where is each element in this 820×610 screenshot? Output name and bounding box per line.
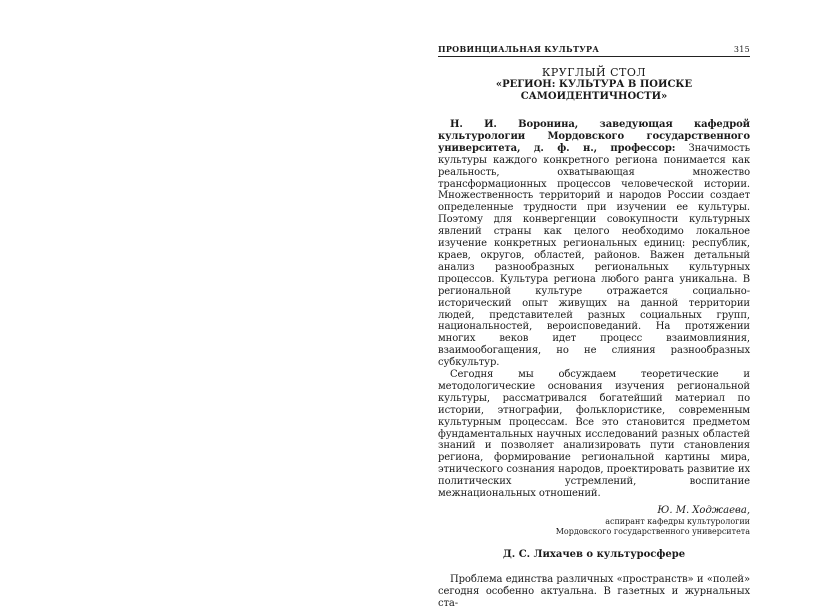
- lead-text: Значимость культуры каждого конкретного региона понимается как реальность, охватывающая множество трансформационных процессов человеческой истории. Множественность территорий и народов России создает определенные трудности при изучении ее культуры. Поэтому для конвергенции совокупности культурных явлений страны как целого необходимо локальное изучение конкретных региональных единиц: республик, краев, округов, областей, районов. Важен детальный анализ разнообразных региональных культурных процессов. Культура региона любого ранга уникальна. В региональной культуре отражается социально-исторический опыт живущих на данной территории людей, представителей разных социальных групп, национальностей, вероисповеданий. На протяжении многих веков идет процесс взаимовлияния, взаимообогащения, но не слияния разнообразных субкультур.: [438, 142, 750, 369]
- paragraph-2: Сегодня мы обсуждаем теоретические и методологические основания изучения региональной культуры, рассматривался богатейший материал по истории, этнографии, фольклористике, современным культурным процессам. Все это становится предметом фундаментальных научных исследований разных областей знаний и позволяет анализировать пути становления региона, формирование региональной картины мира, этнического сознания народов, проектировать развитие их политических устремлений, воспитание межнациональных отношений.: [438, 369, 750, 500]
- running-header: [438, 44, 750, 57]
- lead-author: Н. И. Воронина, заведующая кафедрой культурологии Мордовского государственного университета, д. ф. н., профессор:: [438, 119, 750, 154]
- signature-position-1: аспирант кафедры культурологии: [605, 517, 750, 526]
- page-number: 315: [733, 45, 750, 54]
- signature-position-2: Мордовского государственного университета: [555, 527, 750, 536]
- section-title: Д. С. Лихачев о культуросфере: [502, 549, 686, 560]
- title-line-3: САМОИДЕНТИЧНОСТИ»: [520, 91, 668, 102]
- title-line-2: «РЕГИОН: КУЛЬТУРА В ПОИСКЕ: [495, 79, 693, 90]
- article-title: [438, 67, 750, 103]
- lead-paragraph: [438, 119, 750, 369]
- signature-block: [438, 505, 750, 537]
- running-title: ПРОВИНЦИАЛЬНАЯ КУЛЬТУРА: [438, 44, 600, 54]
- title-line-1: КРУГЛЫЙ СТОЛ: [541, 66, 647, 79]
- paragraph-3: Проблема единства различных «пространств» и «полей» сегодня особенно актуальна. В газетных и журнальных ста-: [438, 574, 750, 609]
- signature-name: Ю. М. Ходжаева,: [657, 505, 750, 516]
- document-page: [438, 44, 750, 610]
